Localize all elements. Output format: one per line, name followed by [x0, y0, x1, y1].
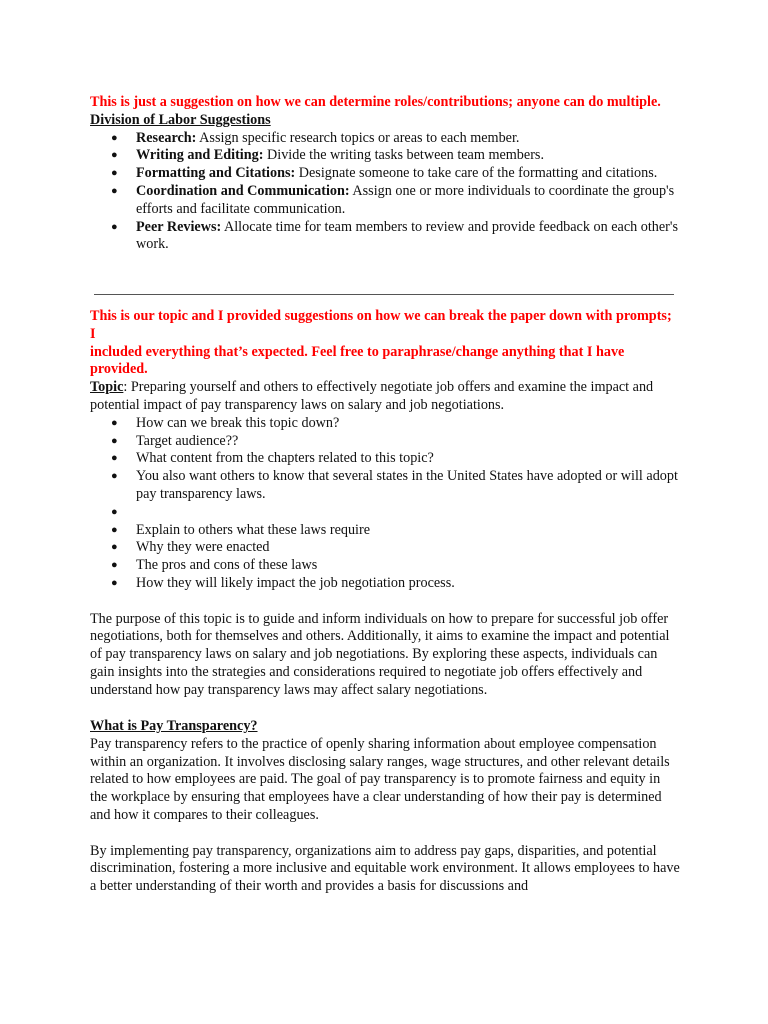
pay-transparency-heading: What is Pay Transparency? [90, 718, 258, 734]
list-item: ● Writing and Editing: Divide the writing tasks between team members. [90, 147, 680, 165]
list-item: ● You also want others to know that several states in the United States have adopted or will adopt pay transparency laws. [90, 468, 680, 504]
topic-note-line2: included everything that’s expected. Feel free to paraphrase/change anything that I have provided. [90, 343, 625, 378]
pay-transparency-paragraph-2: By implementing pay transparency, organizations aim to address pay gaps, disparities, and potential discrimination, fostering a more inclusive and equitable work environment. It allows employees to have a better understanding of their worth and provides a basis for discussions and [90, 842, 680, 895]
division-list [90, 130, 680, 255]
horizontal-divider [94, 294, 674, 295]
list-item: ● How they will likely impact the job negotiation process. [90, 575, 680, 593]
section-pay-transparency [90, 718, 680, 896]
list-item: ● Explain to others what these laws require [90, 522, 680, 540]
list-item-empty [90, 504, 680, 522]
list-item: ● Formatting and Citations: Designate someone to take care of the formatting and citations. [90, 165, 680, 183]
section-division-of-labor [90, 94, 680, 254]
list-item: ● Research: Assign specific research topics or areas to each member. [90, 130, 680, 148]
topic-paragraph: Topic: Preparing yourself and others to effectively negotiate job offers and examine the impact and potential impact of pay transparency laws on salary and job negotiations. [90, 379, 654, 413]
roles-note: This is just a suggestion on how we can determine roles/contributions; anyone can do multiple. [90, 94, 661, 110]
list-item: ● The pros and cons of these laws [90, 557, 680, 575]
list-item: ● What content from the chapters related to this topic? [90, 450, 680, 468]
division-heading: Division of Labor Suggestions [90, 111, 271, 128]
list-item: ● How can we break this topic down? [90, 415, 680, 433]
topic-note-line1: This is our topic and I provided suggestions on how we can break the paper down with prompts; I [90, 308, 672, 342]
topic-list [90, 415, 680, 593]
list-item: ● Peer Reviews: Allocate time for team members to review and provide feedback on each other's work. [90, 219, 680, 255]
topic-label: Topic [90, 379, 124, 396]
list-item: ● Coordination and Communication: Assign one or more individuals to coordinate the group's efforts and facilitate communication. [90, 183, 680, 219]
purpose-paragraph: The purpose of this topic is to guide and inform individuals on how to prepare for successful job offer negotiations, both for themselves and others. Additionally, it aims to examine the impact and potential of pay transparency laws on salary and job negotiations. By exploring these aspects, individuals can gain insights into the strategies and considerations required to negotiate job offers effectively and understand how pay transparency laws may affect salary negotiations. [90, 610, 670, 698]
pay-transparency-paragraph-1: Pay transparency refers to the practice of openly sharing information about employee compensation within an organization. It involves disclosing salary ranges, wage structures, and other relevant details related to how employees are paid. The goal of pay transparency is to promote fairness and equity in the workplace by ensuring that employees have a clear understanding of how their pay is determined and how it compares to their colleagues. [90, 735, 670, 823]
section-topic [90, 308, 680, 700]
list-item: ● Why they were enacted [90, 539, 680, 557]
list-item: ● Target audience?? [90, 433, 680, 451]
